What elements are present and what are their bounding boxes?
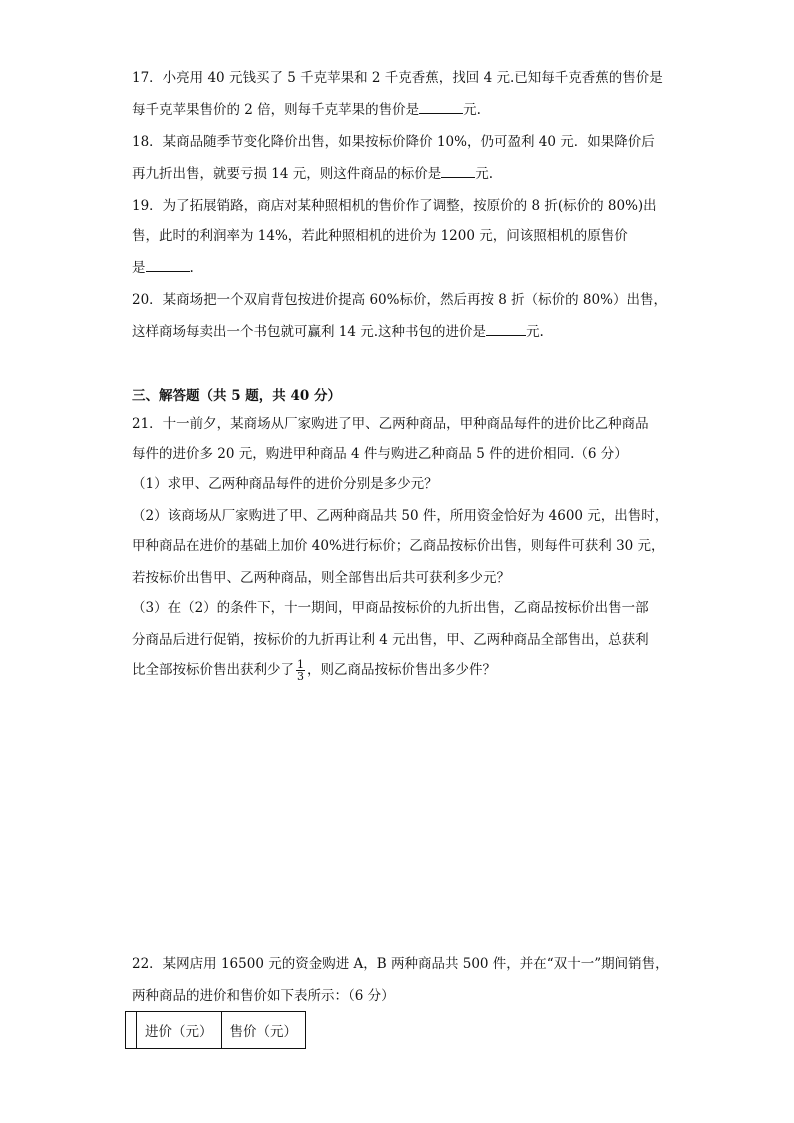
q19-answer-blank[interactable] — [146, 257, 190, 272]
q17-unit: 元. — [463, 102, 481, 118]
q19-end: . — [189, 260, 194, 276]
table-header-cell-empty — [126, 1012, 137, 1049]
q18-unit: 元. — [475, 166, 494, 182]
q18-line-1: 18．某商品随季节变化降价出售，如果按标价降价 10%，仍可盈利 40 元．如果降价后 — [132, 134, 655, 150]
q20-line-2 — [132, 320, 544, 340]
q19-line-2: 售，此时的利润率为 14%，若此种照相机的进价为 1200 元，问该照相机的原售价 — [132, 228, 628, 244]
table-header-cost: 进价（元） — [137, 1012, 222, 1049]
q21-part-3-line-3 — [132, 658, 496, 682]
table-header-price: 售价（元） — [221, 1012, 306, 1049]
q21-part-2-line-2: 甲种商品在进价的基础上加价 40%进行标价；乙商品按标价出售，则每件可获利 30 元， — [132, 538, 665, 554]
table-row — [126, 1012, 306, 1049]
price-table — [125, 1011, 306, 1049]
q20-text: 这样商场每卖出一个书包就可赢利 14 元.这种书包的进价是 — [132, 324, 487, 340]
q21-line-1: 21．十一前夕，某商场从厂家购进了甲、乙两种商品，甲种商品每件的进价比乙种商品 — [132, 416, 649, 432]
q17-line-1: 17．小亮用 40 元钱买了 5 千克苹果和 2 千克香蕉，找回 4 元.已知每千克香蕉的售价是 — [132, 70, 663, 86]
q20-answer-blank[interactable] — [486, 321, 526, 336]
q21-question: ，则乙商品按标价售出多少件？ — [307, 662, 496, 678]
q17-line-2 — [132, 98, 481, 118]
section-title: 三、解答题（共 5 题，共 40 分） — [132, 388, 341, 404]
q21-part-2-line-3: 若按标价出售甲、乙两种商品，则全部售出后共可获利多少元？ — [132, 570, 510, 586]
q21-part-1: （1）求甲、乙两种商品每件的进价分别是多少元？ — [132, 476, 438, 492]
q18-answer-blank[interactable] — [441, 163, 475, 178]
q22-line-2: 两种商品的进价和售价如下表所示：（6 分） — [132, 988, 395, 1004]
q20-line-1: 20．某商场把一个双肩背包按进价提高 60%标价，然后再按 8 折（标价的 80%）出售， — [132, 292, 667, 308]
fraction-one-third — [296, 659, 305, 682]
q21-text: 比全部按标价售出获利少了 — [132, 662, 294, 678]
fraction-numerator: 1 — [297, 658, 304, 671]
q19-text: 是 — [132, 260, 146, 276]
q21-part-3-line-2: 分商品后进行促销，按标价的九折再让利 4 元出售，甲、乙两种商品全部售出，总获利 — [132, 632, 649, 648]
q21-line-2: 每件的进价多 20 元，购进甲种商品 4 件与购进乙种商品 5 件的进价相同.（6 分） — [132, 446, 628, 462]
fraction-denominator: 3 — [297, 670, 304, 683]
q21-part-3-line-1: （3）在（2）的条件下，十一期间，甲商品按标价的九折出售，乙商品按标价出售一部 — [132, 600, 649, 616]
q18-line-2 — [132, 162, 493, 182]
q17-text: 每千克苹果售价的 2 倍，则每千克苹果的售价是 — [132, 102, 420, 118]
q17-answer-blank[interactable] — [419, 99, 463, 114]
q20-unit: 元. — [526, 324, 544, 340]
q22-line-1: 22．某网店用 16500 元的资金购进 A，B 两种商品共 500 件，并在“双十一”期间销售， — [132, 956, 669, 972]
q19-line-3 — [132, 256, 194, 276]
q18-text: 再九折出售，就要亏损 14 元，则这件商品的标价是 — [132, 166, 442, 182]
q21-part-2-line-1: （2）该商场从厂家购进了甲、乙两种商品共 50 件，所用资金恰好为 4600 元，出售时， — [132, 508, 669, 524]
q19-line-1: 19．为了拓展销路，商店对某种照相机的售价作了调整，按原价的 8 折(标价的 80%)出 — [132, 198, 657, 214]
